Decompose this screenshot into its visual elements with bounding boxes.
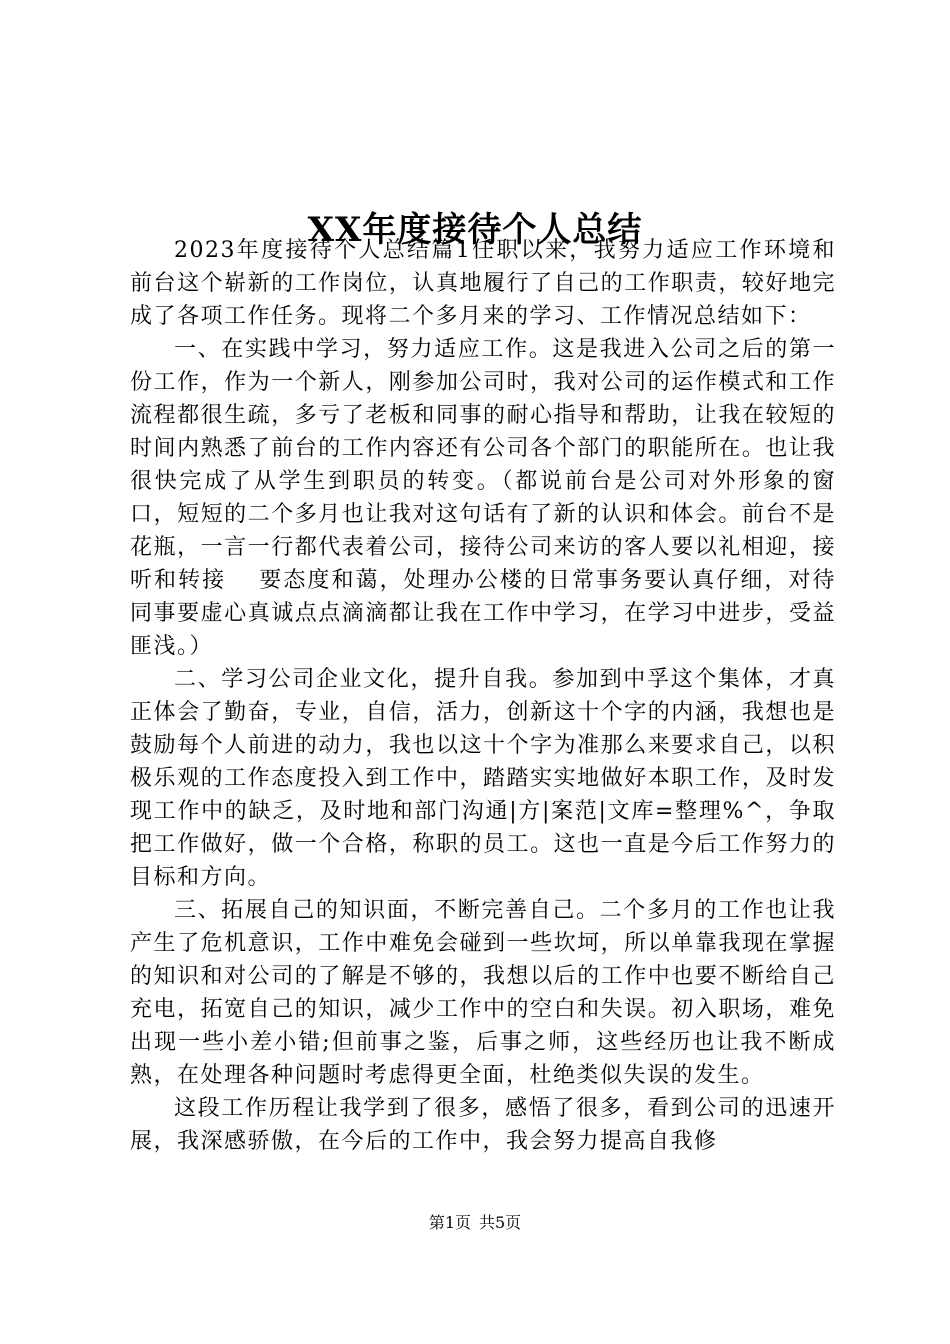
page-number: 第1页 xyxy=(428,1213,471,1232)
page-total: 共5页 xyxy=(479,1213,522,1232)
document-title: XX年度接待个人总结 xyxy=(307,209,643,250)
paragraph-closing: 这段工作历程让我学到了很多，感悟了很多，看到公司的迅速开展，我深感骄傲，在今后的工作中，我会努力提高自我修 xyxy=(130,1096,836,1154)
page-footer xyxy=(0,1212,950,1234)
paragraph-section-3: 三、拓展自己的知识面，不断完善自己。二个多月的工作也让我产生了危机意识，工作中难免会碰到一些坎坷，所以单靠我现在掌握的知识和对公司的了解是不够的，我想以后的工作中也要不断给自己充电，拓宽自己的知识，减少工作中的空白和失误。初入职场，难免出现一些小差小错;但前事之鉴，后事之师，这些经历也让我不断成熟，在处理各种问题时考虑得更全面，杜绝类似失误的发生。 xyxy=(130,898,836,1088)
paragraph-intro: 2023年度接待个人总结篇1任职以来，我努力适应工作环境和前台这个崭新的工作岗位，认真地履行了自己的工作职责，较好地完成了各项工作任务。现将二个多月来的学习、工作情况总结如下： xyxy=(130,238,836,329)
paragraph-section-2: 二、学习公司企业文化，提升自我。参加到中孚这个集体，才真正体会了勤奋，专业，自信，活力，创新这十个字的内涵，我想也是鼓励每个人前进的动力，我也以这十个字为准那么来要求自己，以积极乐观的工作态度投入到工作中，踏踏实实地做好本职工作，及时发现工作中的缺乏，及时地和部门沟通|方|案范|文库=整理%^，争取把工作做好，做一个合格，称职的员工。这也一直是今后工作努力的目标和方向。 xyxy=(130,667,836,890)
document-body xyxy=(130,234,836,1158)
paragraph-section-1: 一、在实践中学习，努力适应工作。这是我进入公司之后的第一份工作，作为一个新人，刚参加公司时，我对公司的运作模式和工作流程都很生疏，多亏了老板和同事的耐心指导和帮助，让我在较短的时间内熟悉了前台的工作内容还有公司各个部门的职能所在。也让我很快完成了从学生到职员的转变。（都说前台是公司对外形象的窗口，短短的二个多月也让我对这句话有了新的认识和体会。前台不是花瓶，一言一行都代表着公司，接待公司来访的客人要以礼相迎，接听和转接 要态度和蔼，处理办公楼的日常事务要认真仔细，对待同事要虚心真诚点点滴滴都让我在工作中学习，在学习中进步，受益匪浅。） xyxy=(130,337,836,659)
